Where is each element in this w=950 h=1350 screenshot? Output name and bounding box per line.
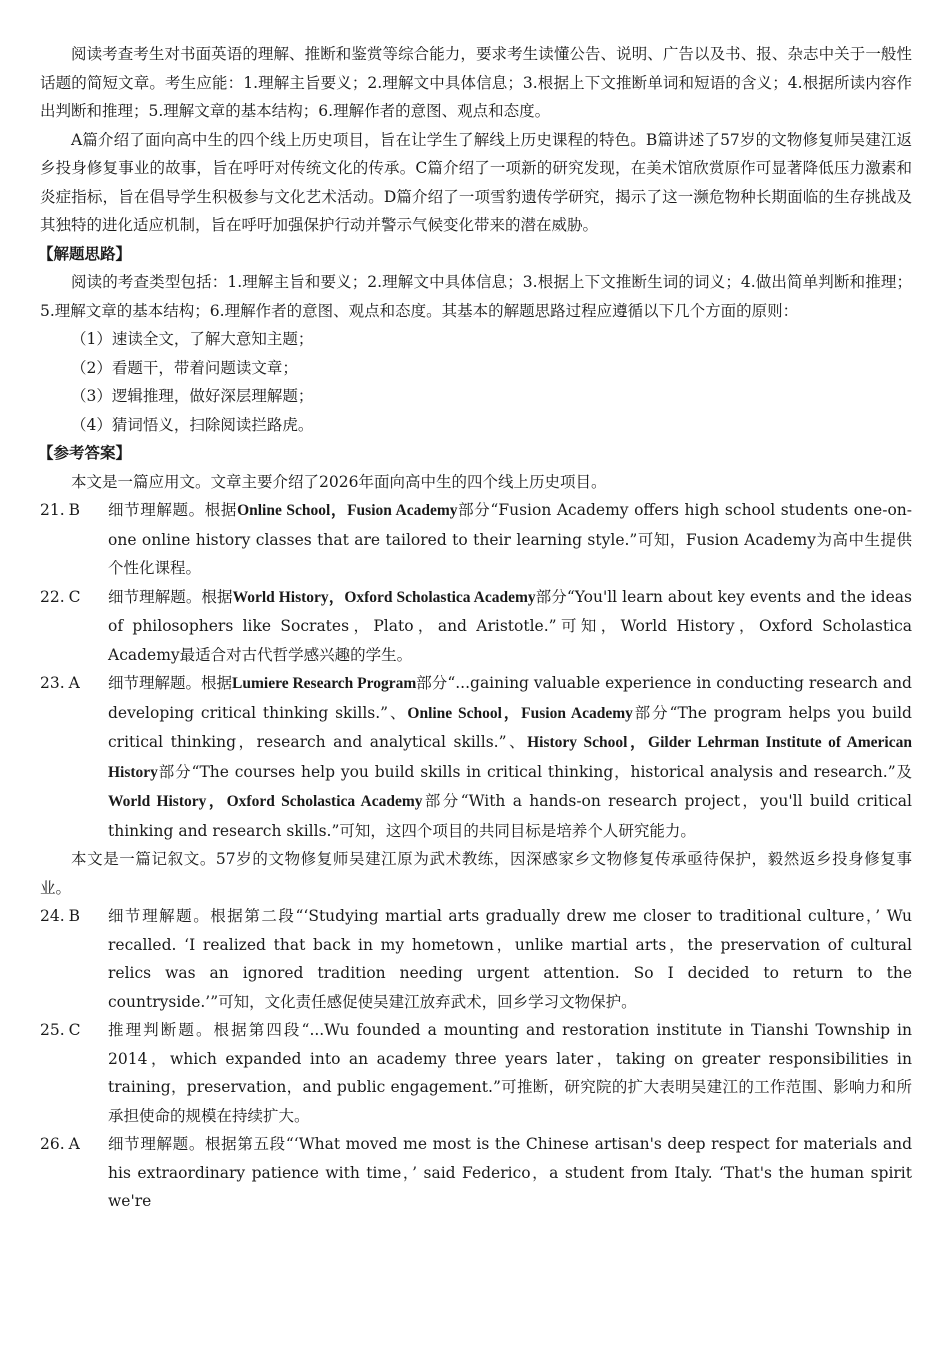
- answer-item-22: [40, 583, 912, 670]
- document-page: [40, 40, 912, 1216]
- question-number: 22.: [40, 587, 65, 606]
- approach-step: （4）猜词悟义，扫除阅读拦路虎。: [71, 415, 314, 434]
- section-ref: Online School，Fusion Academy: [407, 704, 633, 722]
- answer-item-21: [40, 496, 912, 583]
- answer-item-26: [40, 1130, 912, 1216]
- approach-step: （3）逻辑推理，做好深层理解题；: [71, 387, 314, 405]
- intro-paragraph-2: A篇介绍了面向高中生的四个线上历史项目，旨在让学生了解线上历史课程的特色。B篇讲述了57岁的文物修复师吴建江返乡投身修复事业的故事，旨在呼吁对传统文化的传承。C篇介绍了一项新的研究发现，在美术馆欣赏原作可显著降低压力激素和炎症指标，旨在倡导学生积极参与文化艺术活动。D篇介绍了一项雪豹遗传学研究，揭示了这一濒危物种长期面临的生存挑战及其独特的进化适应机制，旨在呼吁加强保护行动并警示气候变化带来的潜在威胁。: [40, 130, 912, 234]
- answer-letter: C: [68, 587, 81, 606]
- answer-item-25: [40, 1016, 912, 1130]
- question-number: 23.: [40, 674, 65, 692]
- question-number: 24.: [40, 907, 65, 925]
- answer-explanation: 细节理解题。根据Lumiere Research Program部分“...gaining valuable experience in conducting research and developing critical thinking skills.”、Online School，Fusion Academy部分“The program helps you build critical thinking，research and analytical skills.”、History School，Gilder Lehrman Institute of American History部分“The courses help you build skills in critical thinking，historical analysis and research.”及World History，Oxford Scholastica Academy部分“With a hands-on research project，you'll build critical thinking and research skills.”可知，这四个项目的共同目标是培养个人研究能力。: [108, 674, 912, 840]
- approach-paragraph: 阅读的考查类型包括：1.理解主旨和要义；2.理解文中具体信息；3.根据上下文推断生词的词义；4.做出简单判断和推理；5.理解文章的基本结构；6.理解作者的意图、观点和态度。其基本的解题思路过程应遵循以下几个方面的原则：: [40, 273, 912, 320]
- answer-letter: C: [68, 1021, 81, 1039]
- answer-letter: B: [68, 501, 81, 519]
- question-number: 21.: [40, 501, 65, 519]
- passage-b-summary: 本文是一篇记叙文。57岁的文物修复师吴建江原为武术教练，因深感家乡文物修复传承亟待保护，毅然返乡投身修复事业。: [40, 850, 912, 897]
- answer-letter: B: [68, 907, 81, 925]
- question-number: 26.: [40, 1135, 65, 1153]
- answer-explanation: 细节理解题。根据第五段“‘What moved me most is the Chinese artisan's deep respect for materials and his extraordinary patience with time，’ said Federico，a student from Italy. ‘That's the human spirit we're: [108, 1135, 912, 1210]
- section-ref: World History，Oxford Scholastica Academy: [232, 588, 536, 606]
- section-ref: Lumiere Research Program: [232, 675, 417, 692]
- answer-explanation: 推理判断题。根据第四段“...Wu founded a mounting and restoration institute in Tianshi Township in 2014，which expanded into an academy three years later，taking on greater responsibilities in training，preservation，and public engagement.”可推断，研究院的扩大表明吴建江的工作范围、影响力和所承担使命的规模在持续扩大。: [108, 1021, 912, 1125]
- answer-explanation: 细节理解题。根据第二段“‘Studying martial arts gradually drew me closer to traditional culture，’ Wu recalled. ‘I realized that back in my hometown，unlike martial arts，the preservation of cultural relics was an ignored tradition needing urgent attention. So I decided to return to the countryside.’”可知，文化责任感促使吴建江放弃武术，回乡学习文物保护。: [108, 907, 912, 1011]
- approach-heading: 【解题思路】: [38, 243, 132, 263]
- answer-explanation: 细节理解题。根据Online School，Fusion Academy部分“Fusion Academy offers high school students one-on-one online history classes that are tailored to their learning style.”可知，Fusion Academy为高中生提供个性化课程。: [108, 501, 912, 577]
- section-ref: History School，Gilder Lehrman Institute of American History: [108, 734, 912, 781]
- answer-letter: A: [68, 674, 80, 692]
- answer-item-24: [40, 902, 912, 1016]
- approach-step: （2）看题干，带着问题读文章；: [71, 358, 298, 377]
- section-ref: World History，Oxford Scholastica Academy: [108, 793, 423, 810]
- passage-a-summary: 本文是一篇应用文。文章主要介绍了2026年面向高中生的四个线上历史项目。: [71, 472, 607, 491]
- section-ref: Online School，Fusion Academy: [237, 502, 458, 519]
- answer-letter: A: [68, 1135, 80, 1153]
- intro-paragraph-1: 阅读考查考生对书面英语的理解、推断和鉴赏等综合能力，要求考生读懂公告、说明、广告以及书、报、杂志中关于一般性话题的简短文章。考生应能：1.理解主旨要义；2.理解文中具体信息；3.根据上下文推断单词和短语的含义；4.根据所读内容作出判断和推理；5.理解文章的基本结构；6.理解作者的意图、观点和态度。: [40, 45, 912, 120]
- approach-step: （1）速读全文，了解大意知主题；: [71, 330, 314, 348]
- answer-explanation: 细节理解题。根据World History，Oxford Scholastica Academy部分“You'll learn about key events and the ideas of philosophers like Socrates，Plato，and Aristotle.”可知，World History，Oxford Scholastica Academy最适合对古代哲学感兴趣的学生。: [108, 587, 912, 664]
- answer-item-23: [40, 669, 912, 845]
- answers-heading: 【参考答案】: [38, 443, 132, 462]
- question-number: 25.: [40, 1021, 65, 1039]
